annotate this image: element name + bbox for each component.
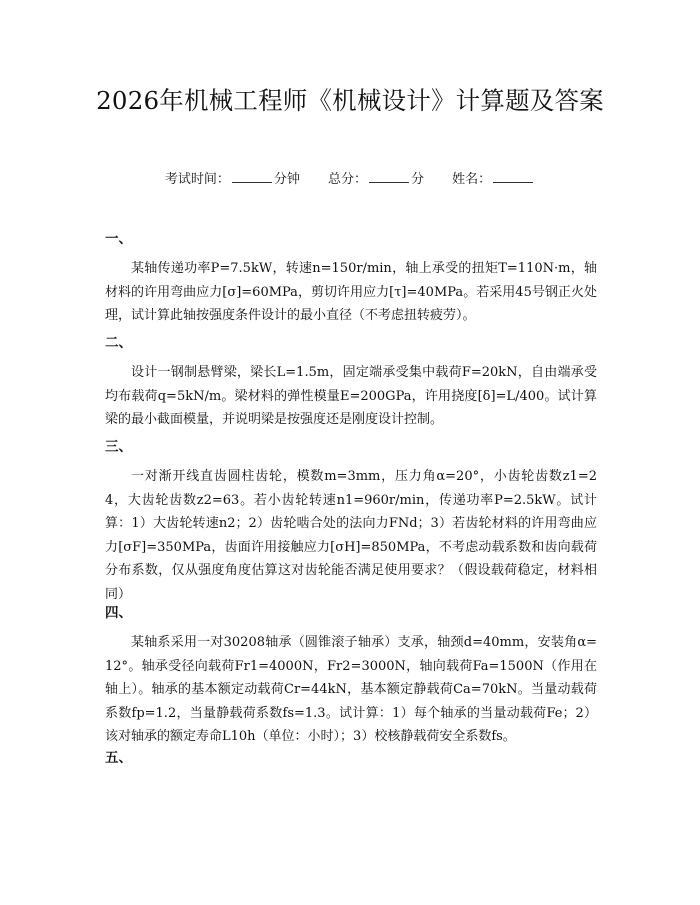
name-blank bbox=[493, 170, 533, 183]
section-text-1: 某轴传递功率P=7.5kW，转速n=150r/min，轴上承受的扭矩T=110N·m，轴材料的许用弯曲应力[σ]=60MPa，剪切许用应力[τ]=40MPa。若采用45号钢正火处理，试计算此轴按强度条件设计的最小直径（不考虑扭转疲劳）。 bbox=[105, 261, 597, 323]
section-heading-5: 五、 bbox=[105, 750, 132, 766]
section-text-2: 设计一钢制悬臂梁，梁长L=1.5m，固定端承受集中载荷F=20kN，自由端承受均布载荷q=5kN/m。梁材料的弹性模量E=200GPa，许用挠度[δ]=L/400。试计算梁的最小截面模量，并说明梁是按强度还是刚度设计控制。 bbox=[105, 365, 597, 427]
section-text-3: 一对渐开线直齿圆柱齿轮，模数m=3mm，压力角α=20°，小齿轮齿数z1=24，大齿轮齿数z2=63。若小齿轮转速n1=960r/min，传递功率P=2.5kW。试计算：1）大齿轮转速n2；2）齿轮啮合处的法向力FNd；3）若齿轮材料的许用弯曲应力[σF]=350MPa，齿面许用接触应力[σH]=850MPa，不考虑动载系数和齿向载荷分布系数，仅从强度角度估算这对齿轮能否满足使用要求？（假设载荷稳定，材料相同） bbox=[105, 469, 597, 602]
name-field bbox=[452, 170, 535, 189]
total-score-field bbox=[328, 170, 424, 189]
total-score-blank bbox=[369, 170, 409, 183]
page-title: 2026年机械工程师《机械设计》计算题及答案 bbox=[96, 86, 604, 115]
section-heading-1: 一、 bbox=[105, 231, 132, 247]
total-score-unit: 分 bbox=[411, 172, 425, 187]
exam-info-line bbox=[0, 170, 700, 189]
name-label: 姓名： bbox=[452, 172, 492, 187]
exam-time-field bbox=[165, 170, 300, 189]
exam-time-label: 考试时间： bbox=[164, 172, 230, 187]
exam-time-unit: 分钟 bbox=[273, 172, 300, 187]
section-heading-4: 四、 bbox=[105, 605, 132, 621]
section-heading-3: 三、 bbox=[105, 439, 132, 455]
section-heading-2: 二、 bbox=[105, 335, 132, 351]
section-text-4: 某轴系采用一对30208轴承（圆锥滚子轴承）支承，轴颈d=40mm，安装角α=12°。轴承受径向载荷Fr1=4000N，Fr2=3000N，轴向载荷Fa=1500N（作用在轴上）。轴承的基本额定动载荷Cr=44kN，基本额定静载荷Ca=70kN。当量动载荷系数fp=1.2，当量静载荷系数fs=1.3。试计算：1）每个轴承的当量动载荷Fe；2）该对轴承的额定寿命L10h（单位：小时）；3）校核静载荷安全系数fs。 bbox=[105, 635, 597, 744]
exam-time-blank bbox=[232, 170, 272, 183]
total-score-label: 总分： bbox=[327, 172, 367, 187]
